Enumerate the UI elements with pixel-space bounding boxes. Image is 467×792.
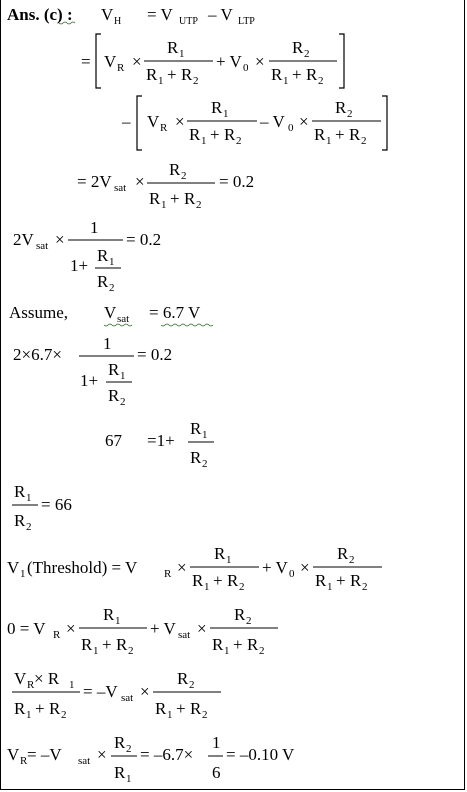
denominator-sub2: 2 [193, 75, 199, 87]
equals-2vsat: = 2V [77, 172, 112, 191]
times-r1: × R [34, 669, 60, 688]
value-67: 67 [105, 431, 122, 450]
v0-subscript: 0 [289, 568, 295, 580]
denominator-subscript: 2 [202, 458, 208, 470]
denominator-r1: R [315, 571, 327, 590]
fraction-denominator: R [14, 511, 26, 530]
denominator-sub2: 2 [236, 135, 242, 147]
plus-sign: + [213, 571, 223, 590]
line-3 [121, 96, 387, 150]
fraction-numerator: R [103, 605, 115, 624]
vh-subscript: H [114, 16, 122, 27]
times-sign: × [140, 682, 150, 701]
fraction-numerator: R [335, 98, 347, 117]
denominator-r2: R [349, 125, 361, 144]
line-10 [7, 544, 382, 593]
fraction-numerator: R [190, 419, 202, 438]
denominator-r1: R [189, 125, 201, 144]
numerator-subscript: 1 [26, 492, 32, 504]
denominator-subscript: 1 [126, 773, 132, 785]
numerator-subscript: 1 [226, 554, 232, 566]
vr-symbol: V [147, 112, 160, 131]
vr-subscript: R [160, 122, 168, 134]
fraction-numerator: R [169, 160, 181, 179]
numerator-subscript: 1 [202, 429, 208, 441]
denominator-sub1: 1 [167, 709, 173, 721]
result-value: = 0.2 [137, 345, 173, 364]
times-sign: × [299, 112, 309, 131]
result-value: = 0.2 [219, 172, 255, 191]
minus-vltp: – V [208, 5, 233, 24]
line-4 [77, 160, 254, 211]
spell-underline [161, 324, 213, 326]
equals-minus-vsat: = –V [83, 682, 118, 701]
denominator-sub2: 2 [202, 709, 208, 721]
two-times-6-7: 2×6.7× [13, 345, 62, 364]
times-sign: × [135, 172, 145, 191]
line-8 [105, 419, 214, 470]
line-13 [7, 733, 295, 785]
sat-subscript: sat [36, 240, 49, 252]
denominator-sub2: 2 [259, 645, 265, 657]
vr-subscript: R [27, 679, 35, 691]
inner-denominator: R [97, 272, 109, 291]
spell-underline [104, 324, 132, 326]
numerator-one: 1 [212, 733, 221, 752]
right-bracket [382, 96, 387, 150]
times-sign: × [175, 112, 185, 131]
denominator-sub1: 1 [204, 581, 210, 593]
line-2 [81, 34, 344, 88]
denominator-sub1: 1 [26, 709, 32, 721]
denominator-r2: R [116, 635, 128, 654]
fraction-numerator: R [337, 544, 349, 563]
v0-subscript: 0 [243, 62, 249, 74]
denominator-r1: R [14, 699, 26, 718]
fraction-numerator: R [177, 669, 189, 688]
inner-num-subscript: 1 [109, 256, 115, 268]
zero-equals-vr: 0 = V [7, 619, 46, 638]
sat-subscript: sat [117, 313, 130, 325]
threshold-label: (Threshold) = V [27, 558, 138, 577]
vsat-symbol: V [104, 303, 117, 322]
vr-symbol: V [104, 52, 117, 71]
one-plus: 1+ [70, 256, 89, 275]
denominator-sub1: 1 [327, 581, 333, 593]
numerator-subscript: 2 [181, 170, 187, 182]
numerator-subscript: 2 [349, 554, 355, 566]
minus-sign: – [122, 112, 131, 131]
plus-sign: + [335, 125, 345, 144]
plus-v0: + V [216, 52, 242, 71]
denominator-r2: R [306, 65, 318, 84]
fraction-numerator: R [114, 733, 126, 752]
fraction-numerator: R [234, 605, 246, 624]
times-sign: × [255, 52, 265, 71]
plus-v0: + V [262, 558, 288, 577]
denominator-r1: R [192, 571, 204, 590]
vr-subscript: R [117, 62, 125, 74]
denominator-r1: R [146, 65, 158, 84]
denominator-r1: R [149, 189, 161, 208]
denominator-r2: R [224, 125, 236, 144]
equals-minus-vsat: = –V [27, 745, 62, 764]
denominator-r2: R [247, 635, 259, 654]
utp-subscript: UTP [179, 16, 198, 27]
numerator-subscript: 2 [189, 679, 195, 691]
numerator-subscript: 2 [304, 48, 310, 60]
v0-subscript: 0 [288, 122, 294, 134]
left-bracket [137, 96, 142, 150]
plus-vsat: + V [150, 619, 176, 638]
denominator-r1: R [155, 699, 167, 718]
denominator-r2: R [181, 65, 193, 84]
inner-denominator: R [108, 386, 120, 405]
inner-den-subscript: 2 [109, 282, 115, 294]
fraction-denominator: R [114, 763, 126, 782]
plus-sign: + [167, 65, 177, 84]
denominator-sub2: 2 [361, 135, 367, 147]
denominator-sub1: 1 [224, 645, 230, 657]
fraction-numerator: R [211, 98, 223, 117]
denominator-sub2: 2 [61, 709, 67, 721]
denominator-sub2: 2 [318, 75, 324, 87]
line-7 [13, 334, 172, 408]
denominator-r1: R [212, 635, 224, 654]
line-9 [12, 482, 72, 533]
ltp-subscript: LTP [238, 16, 255, 27]
denominator-r2: R [350, 571, 362, 590]
denominator-r1: R [271, 65, 283, 84]
vr-subscript: R [164, 568, 172, 580]
line-6 [9, 303, 213, 326]
plus-sign: + [102, 635, 112, 654]
denominator-r1: R [81, 635, 93, 654]
denominator-r2: R [184, 189, 196, 208]
line-1 [7, 5, 255, 27]
equals-vutp: = V [147, 5, 173, 24]
numerator-subscript: 1 [115, 615, 121, 627]
denominator-sub1: 1 [201, 135, 207, 147]
times-sign: × [132, 52, 142, 71]
times-sign: × [55, 230, 65, 249]
minus-v0: – V [260, 112, 285, 131]
inner-numerator: R [108, 360, 120, 379]
times-sign: × [66, 619, 76, 638]
denominator-r2: R [49, 699, 61, 718]
equation-canvas [1, 0, 465, 790]
fraction-numerator: R [214, 544, 226, 563]
numerator-subscript: 2 [246, 615, 252, 627]
denominator-sub2: 2 [239, 581, 245, 593]
plus-sign: + [292, 65, 302, 84]
r1-subscript: 1 [69, 679, 75, 691]
sat-subscript: sat [78, 755, 91, 767]
result-value: = 66 [41, 495, 72, 514]
times-sign: × [300, 558, 310, 577]
plus-sign: + [233, 635, 243, 654]
sat-subscript: sat [121, 692, 134, 704]
answer-label: Ans. (c) : [7, 5, 73, 24]
denominator-sub1: 1 [283, 75, 289, 87]
vr-subscript: R [20, 755, 28, 767]
numerator-subscript: 1 [179, 48, 185, 60]
denominator-sub1: 1 [161, 199, 167, 211]
denominator-r2: R [190, 699, 202, 718]
fraction-numerator: R [14, 482, 26, 501]
equals-sign: = [81, 52, 91, 71]
numerator-subscript: 2 [126, 743, 132, 755]
plus-sign: + [336, 571, 346, 590]
fraction-denominator: R [190, 448, 202, 467]
vh-symbol: V [101, 5, 114, 24]
vsat-value: = 6.7 V [149, 303, 201, 322]
numerator-subscript: 2 [347, 108, 353, 120]
sat-subscript: sat [114, 182, 127, 194]
denominator-subscript: 2 [26, 521, 32, 533]
sat-subscript: sat [178, 629, 191, 641]
denominator-sub2: 2 [128, 645, 134, 657]
numerator-vr: V [14, 669, 27, 688]
denominator-sub1: 1 [326, 135, 332, 147]
denominator-sub2: 2 [362, 581, 368, 593]
plus-sign: + [35, 699, 45, 718]
vr-subscript: R [53, 629, 61, 641]
denominator-sub2: 2 [196, 199, 202, 211]
final-result: = –0.10 V [226, 745, 295, 764]
line-12 [12, 669, 221, 721]
denominator-r1: R [314, 125, 326, 144]
numerator-subscript: 1 [223, 108, 229, 120]
line-5 [13, 218, 161, 294]
left-bracket [96, 34, 101, 88]
inner-num-subscript: 1 [120, 370, 126, 382]
denominator-six: 6 [212, 763, 221, 782]
v1-subscript: 1 [20, 568, 26, 580]
vr-symbol: V [7, 745, 20, 764]
right-bracket [339, 34, 344, 88]
times-sign: × [177, 558, 187, 577]
numerator-one: 1 [103, 334, 112, 353]
assume-label: Assume, [9, 303, 69, 322]
inner-numerator: R [97, 246, 109, 265]
line-11 [7, 605, 278, 657]
fraction-numerator: R [292, 38, 304, 57]
equals-minus-6-7: = –6.7× [140, 745, 194, 764]
result-value: = 0.2 [126, 230, 162, 249]
numerator-one: 1 [90, 218, 99, 237]
v1-symbol: V [7, 558, 20, 577]
plus-sign: + [176, 699, 186, 718]
plus-sign: + [170, 189, 180, 208]
inner-den-subscript: 2 [120, 396, 126, 408]
two-vsat: 2V [13, 230, 34, 249]
denominator-sub1: 1 [158, 75, 164, 87]
denominator-r2: R [227, 571, 239, 590]
fraction-numerator: R [167, 38, 179, 57]
equals-one-plus: =1+ [147, 431, 175, 450]
plus-sign: + [210, 125, 220, 144]
times-sign: × [197, 619, 207, 638]
times-sign: × [97, 745, 107, 764]
denominator-sub1: 1 [93, 645, 99, 657]
one-plus: 1+ [80, 371, 99, 390]
